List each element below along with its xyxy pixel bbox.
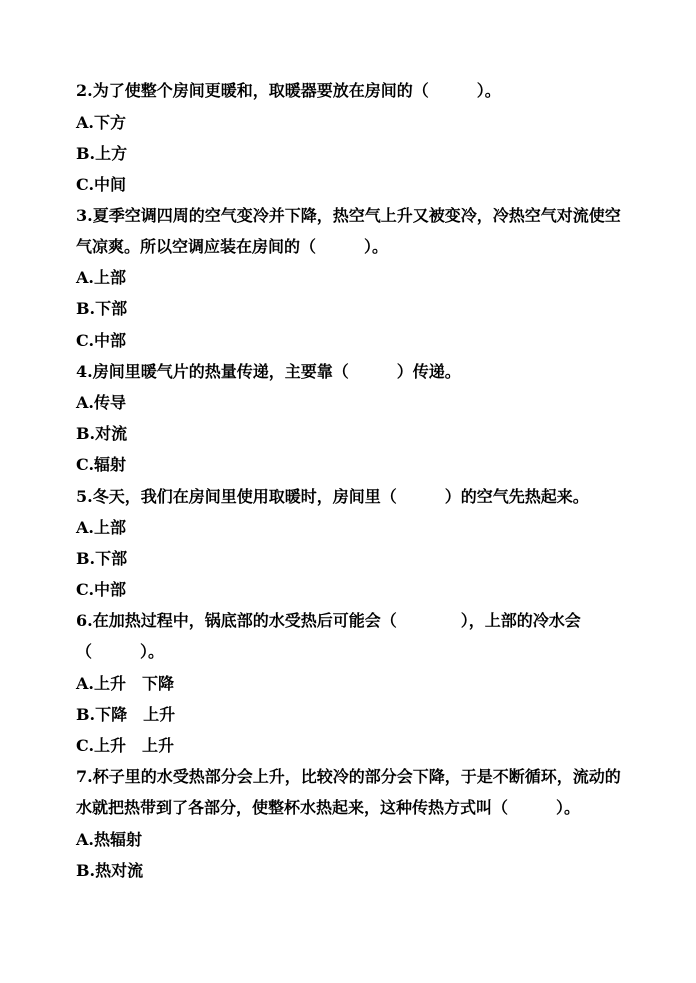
question-3-stem-line-1: 3.夏季空调四周的空气变冷并下降，热空气上升又被变冷，冷热空气对流使空 xyxy=(76,206,621,225)
question-7-option-a: A.热辐射 xyxy=(76,830,142,849)
question-4-option-b: B.对流 xyxy=(76,424,128,443)
question-2-option-b: B.上方 xyxy=(76,144,128,163)
question-5-stem: 5.冬天，我们在房间里使用取暖时，房间里（ ）的空气先热起来。 xyxy=(76,487,589,506)
question-7-option-b: B.热对流 xyxy=(76,861,144,880)
question-5-option-b: B.下部 xyxy=(76,549,128,568)
question-4-stem: 4.房间里暖气片的热量传递，主要靠（ ）传递。 xyxy=(76,362,461,381)
question-2-stem: 2.为了使整个房间更暖和，取暖器要放在房间的（ ）。 xyxy=(76,81,501,100)
question-2-option-c: C.中间 xyxy=(76,175,127,194)
question-3-stem-line-2: 气凉爽。所以空调应装在房间的（ ）。 xyxy=(76,237,389,256)
question-6-stem-line-1: 6.在加热过程中，锅底部的水受热后可能会（ ），上部的冷水会 xyxy=(76,611,581,630)
question-5-option-a: A.上部 xyxy=(76,518,126,537)
question-6-option-c: C.上升 上升 xyxy=(76,736,175,755)
question-5-option-c: C.中部 xyxy=(76,580,127,599)
question-6-stem-line-2: （ ）。 xyxy=(76,642,165,661)
question-3-option-b: B.下部 xyxy=(76,299,128,318)
question-7-stem-line-1: 7.杯子里的水受热部分会上升，比较冷的部分会下降，于是不断循环，流动的 xyxy=(76,767,621,786)
question-6-option-a: A.上升 下降 xyxy=(76,674,174,693)
question-4-option-c: C.辐射 xyxy=(76,455,127,474)
question-4-option-a: A.传导 xyxy=(76,393,126,412)
question-3-option-c: C.中部 xyxy=(76,331,127,350)
question-7-stem-line-2: 水就把热带到了各部分，使整杯水热起来，这种传热方式叫（ ）。 xyxy=(76,798,581,817)
question-2-option-a: A.下方 xyxy=(76,113,126,132)
question-3-option-a: A.上部 xyxy=(76,268,126,287)
question-6-option-b: B.下降 上升 xyxy=(76,705,176,724)
